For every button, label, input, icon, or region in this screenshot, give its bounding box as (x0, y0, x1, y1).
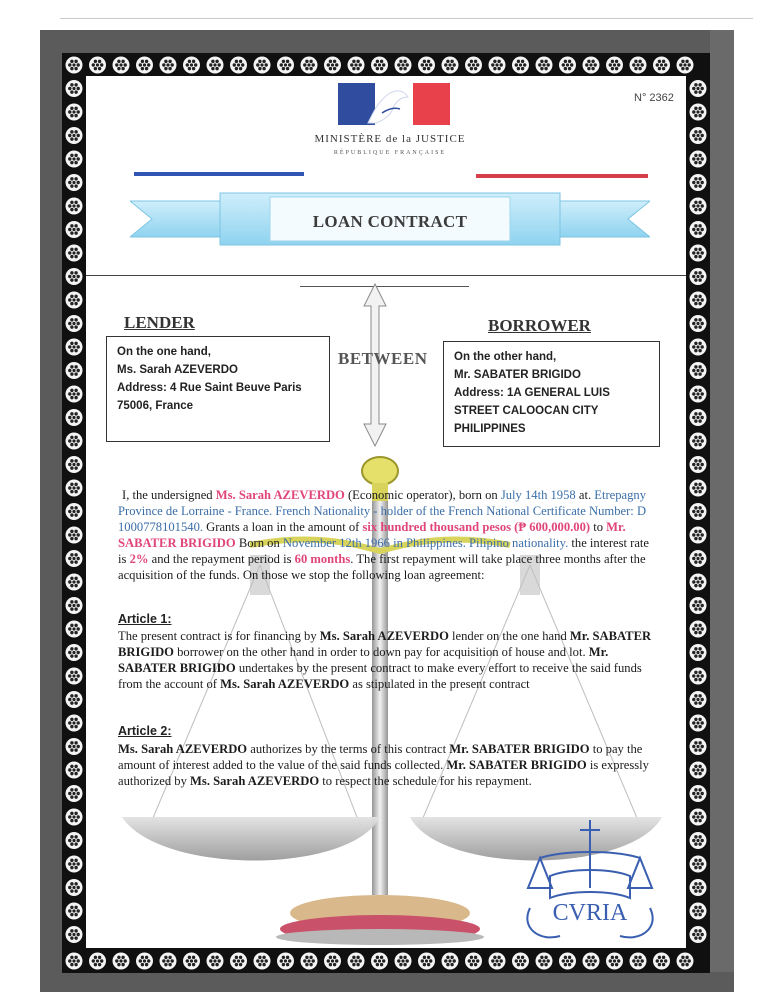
border-flower-icon (690, 738, 707, 755)
intro-text: (Economic operator), born on (344, 488, 501, 502)
border-flower-icon (89, 953, 106, 970)
loan-amount: six hundred thousand pesos (₱ 600,000.00) (362, 520, 591, 534)
border-flower-icon (66, 221, 83, 238)
border-flower-icon (66, 456, 83, 473)
border-flower-icon (66, 245, 83, 262)
border-flower-icon (183, 57, 200, 74)
border-flower-icon (690, 691, 707, 708)
marianne-logo (338, 83, 450, 125)
border-flower-icon (66, 715, 83, 732)
border-flower-icon (66, 621, 83, 638)
border-flower-icon (395, 57, 412, 74)
intro-text: at. (575, 488, 595, 502)
border-flower-icon (690, 198, 707, 215)
border-flower-icon (371, 57, 388, 74)
border-flower-icon (301, 953, 318, 970)
border-flower-icon (160, 57, 177, 74)
border-flower-icon (66, 527, 83, 544)
border-flower-icon (690, 926, 707, 943)
border-flower-icon (489, 57, 506, 74)
border-flower-icon (489, 953, 506, 970)
article-text: as stipulated in the present contract (349, 677, 530, 691)
border-flower-icon (160, 953, 177, 970)
border-flower-icon (136, 953, 153, 970)
lender-name: Ms. Sarah AZEVERDO (117, 364, 238, 376)
border-flower-icon (690, 339, 707, 356)
border-flower-icon (630, 953, 647, 970)
article-text: lender on the one hand (448, 629, 570, 643)
border-flower-icon (66, 856, 83, 873)
border-flower-icon (66, 292, 83, 309)
border-flower-icon (277, 57, 294, 74)
border-flower-icon (465, 57, 482, 74)
border-flower-icon (89, 57, 106, 74)
border-flower-icon (136, 57, 153, 74)
article-1-text (118, 628, 652, 692)
border-flower-icon (512, 57, 529, 74)
border-flower-icon (254, 953, 271, 970)
border-flower-icon (690, 832, 707, 849)
border-flower-icon (230, 57, 247, 74)
border-flower-icon (183, 953, 200, 970)
border-flower-icon (66, 480, 83, 497)
border-flower-icon (66, 879, 83, 896)
border-flower-icon (66, 597, 83, 614)
border-flower-icon (606, 953, 623, 970)
border-flower-icon (113, 953, 130, 970)
borrower-address: Address: 1A GENERAL LUIS (454, 387, 610, 399)
lender-heading: LENDER (124, 313, 195, 332)
border-flower-icon (66, 315, 83, 332)
intro-text: and the repayment period is (148, 552, 295, 566)
border-flower-icon (677, 953, 694, 970)
republic-name: RÉPUBLIQUE FRANÇAISE (333, 150, 447, 156)
border-flower-icon (690, 292, 707, 309)
border-flower-icon (690, 104, 707, 121)
border-flower-icon (690, 80, 707, 97)
reference-number: N° 2362 (634, 92, 674, 104)
border-flower-icon (690, 856, 707, 873)
curia-text: CVRIA (552, 900, 628, 926)
border-flower-icon (653, 953, 670, 970)
article-text: to respect the schedule for his repayment. (319, 774, 532, 788)
border-flower-icon (690, 503, 707, 520)
border-flower-icon (301, 57, 318, 74)
borrower-address: STREET CALOOCAN CITY (454, 405, 599, 417)
intro-text: I, the undersigned (122, 488, 216, 502)
border-flower-icon (207, 57, 224, 74)
article-2-text (118, 741, 652, 789)
intro-text: to (590, 520, 607, 534)
party-name: Ms. Sarah AZEVERDO (190, 774, 320, 788)
repayment-period: 60 months (294, 552, 351, 566)
border-flower-icon (512, 953, 529, 970)
border-flower-icon (690, 480, 707, 497)
scan-edge (40, 972, 734, 992)
lender-birthdate: July 14th 1958 (500, 488, 576, 502)
border-flower-icon (348, 57, 365, 74)
borrower-line: On the other hand, (454, 351, 557, 363)
border-flower-icon (690, 809, 707, 826)
border-flower-icon (690, 362, 707, 379)
border-flower-icon (66, 762, 83, 779)
border-flower-icon (690, 174, 707, 191)
scan-edge (40, 30, 62, 992)
borrower-birth-info: November 12th 1966 in Philippines. Pilipino nationality. (282, 536, 569, 550)
border-flower-icon (66, 926, 83, 943)
intro-text: the interest rate is (118, 536, 650, 566)
border-flower-icon (690, 433, 707, 450)
border-flower-icon (66, 832, 83, 849)
article-1-heading: Article 1: (118, 612, 172, 626)
border-flower-icon (690, 315, 707, 332)
lender-line: On the one hand, (117, 346, 211, 358)
border-flower-icon (66, 198, 83, 215)
border-flower-icon (66, 550, 83, 567)
lender-box (106, 336, 330, 442)
borrower-address: PHILIPPINES (454, 423, 526, 435)
border-flower-icon (442, 953, 459, 970)
border-flower-icon (690, 762, 707, 779)
border-flower-icon (207, 953, 224, 970)
party-name: Mr. SABATER BRIGIDO (449, 742, 590, 756)
border-flower-icon (690, 151, 707, 168)
party-name: Ms. Sarah AZEVERDO (118, 742, 248, 756)
border-flower-icon (113, 57, 130, 74)
scan-edge (40, 30, 734, 54)
border-flower-icon (690, 527, 707, 544)
borrower-name-highlight: Mr. SABATER BRIGIDO (118, 520, 626, 550)
border-flower-icon (690, 221, 707, 238)
border-flower-icon (66, 953, 83, 970)
border-flower-icon (690, 409, 707, 426)
article-text: to pay the amount of interest added to the value of the said funds collected. (118, 742, 643, 772)
border-flower-icon (418, 57, 435, 74)
border-flower-icon (324, 953, 341, 970)
borrower-box (443, 341, 660, 447)
lender-address: Address: 4 Rue Saint Beuve Paris (117, 382, 302, 394)
borrower-name: Mr. SABATER BRIGIDO (454, 369, 581, 381)
border-flower-icon (371, 953, 388, 970)
border-flower-icon (66, 738, 83, 755)
border-flower-icon (630, 57, 647, 74)
border-flower-icon (536, 953, 553, 970)
border-flower-icon (690, 597, 707, 614)
scan-edge (710, 30, 734, 992)
divider (86, 275, 686, 276)
border-flower-icon (465, 953, 482, 970)
border-flower-icon (66, 57, 83, 74)
document-title: LOAN CONTRACT (312, 212, 468, 231)
border-flower-icon (66, 785, 83, 802)
border-flower-icon (690, 715, 707, 732)
lender-address: 75006, France (117, 400, 194, 412)
border-flower-icon (66, 362, 83, 379)
border-flower-icon (66, 433, 83, 450)
intro-text: Born on (235, 536, 283, 550)
lender-birthplace: Etrepagny Province de Lorraine - France. French Nationality - holder of the French National Certificate Number: D 1000778101540. (118, 488, 647, 534)
border-flower-icon (66, 268, 83, 285)
intro-text: . The first repayment will take place three months after the acquisition of the funds. On those we stop the following loan agreement: (118, 552, 646, 582)
border-flower-icon (690, 268, 707, 285)
border-flower-icon (583, 57, 600, 74)
article-text: authorizes by the terms of this contract (247, 742, 450, 756)
border-flower-icon (66, 339, 83, 356)
border-flower-icon (690, 644, 707, 661)
border-flower-icon (690, 574, 707, 591)
article-2-heading: Article 2: (118, 724, 172, 738)
border-flower-icon (690, 879, 707, 896)
border-flower-icon (66, 127, 83, 144)
blue-rule (134, 172, 304, 176)
border-flower-icon (559, 57, 576, 74)
border-flower-icon (690, 903, 707, 920)
border-flower-icon (418, 953, 435, 970)
border-flower-icon (653, 57, 670, 74)
article-text: The present contract is for financing by (118, 629, 320, 643)
borrower-heading: BORROWER (488, 316, 591, 335)
border-flower-icon (690, 621, 707, 638)
border-flower-icon (254, 57, 271, 74)
border-flower-icon (66, 503, 83, 520)
border-flower-icon (66, 903, 83, 920)
border-flower-icon (66, 386, 83, 403)
border-flower-icon (690, 245, 707, 262)
party-name: Ms. Sarah AZEVERDO (220, 677, 350, 691)
border-flower-icon (536, 57, 553, 74)
border-flower-icon (66, 809, 83, 826)
border-flower-icon (395, 953, 412, 970)
border-flower-icon (690, 668, 707, 685)
party-name: Mr. SABATER BRIGIDO (118, 629, 652, 659)
party-name: Mr. SABATER BRIGIDO (118, 645, 609, 675)
border-flower-icon (66, 574, 83, 591)
border-flower-icon (66, 644, 83, 661)
red-rule (476, 174, 648, 178)
border-flower-icon (66, 409, 83, 426)
border-flower-icon (66, 691, 83, 708)
border-flower-icon (66, 174, 83, 191)
intro-paragraph (118, 487, 652, 583)
border-flower-icon (66, 151, 83, 168)
intro-text: Grants a loan in the amount of (203, 520, 363, 534)
lender-name-highlight: Ms. Sarah AZEVERDO (215, 488, 345, 502)
border-flower-icon (677, 57, 694, 74)
party-name: Ms. Sarah AZEVERDO (319, 629, 449, 643)
border-flower-icon (690, 127, 707, 144)
border-flower-icon (583, 953, 600, 970)
between-label: BETWEEN (338, 349, 428, 368)
border-flower-icon (690, 550, 707, 567)
article-text: undertakes by the present contract to make every effort to receive the said funds from the account of (118, 661, 642, 691)
border-flower-icon (324, 57, 341, 74)
border-flower-icon (66, 104, 83, 121)
party-name: Mr. SABATER BRIGIDO (446, 758, 587, 772)
border-flower-icon (690, 386, 707, 403)
border-flower-icon (559, 953, 576, 970)
border-flower-icon (66, 668, 83, 685)
interest-rate: 2% (129, 552, 149, 566)
border-flower-icon (230, 953, 247, 970)
article-text: borrower on the other hand in order to down pay for acquisition of house and lot. (173, 645, 589, 659)
border-flower-icon (348, 953, 365, 970)
border-flower-icon (277, 953, 294, 970)
border-flower-icon (66, 80, 83, 97)
ministry-name: MINISTÈRE de la JUSTICE (314, 133, 466, 145)
article-text: is expressly authorized by (118, 758, 649, 788)
border-flower-icon (690, 785, 707, 802)
border-flower-icon (442, 57, 459, 74)
border-flower-icon (606, 57, 623, 74)
scan-top-line (60, 18, 753, 19)
border-flower-icon (690, 456, 707, 473)
curia-seal-logo (510, 818, 670, 948)
